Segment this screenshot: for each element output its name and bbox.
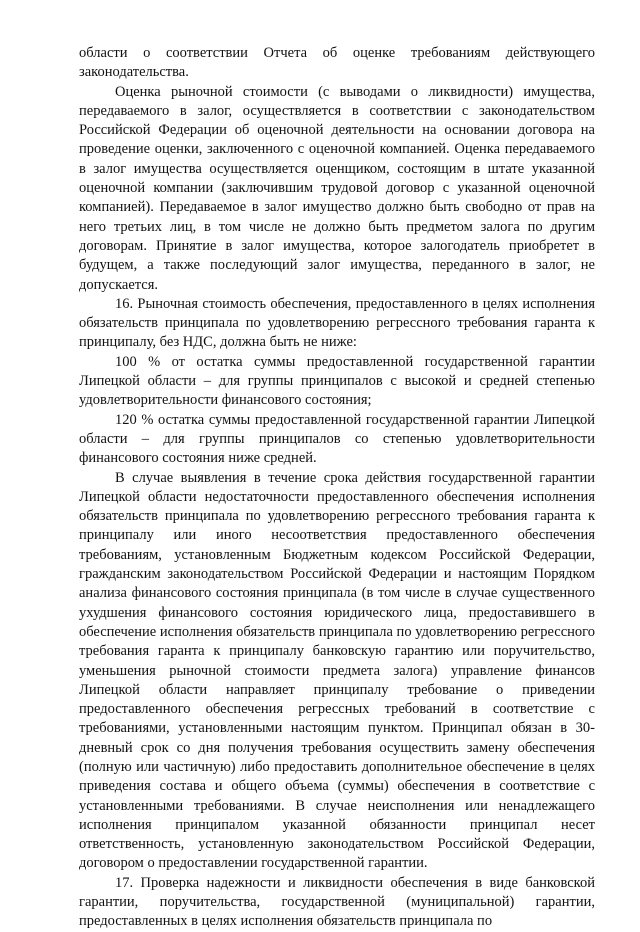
document-page [79, 44, 595, 932]
paragraph-100-percent: 100 % от остатка суммы предоставленной государственной гарантии Липецкой области – для группы принципалов с высокой и средней степенью удовлетворительности финансового состояния; [79, 353, 595, 409]
paragraph-120-percent: 120 % остатка суммы предоставленной государственной гарантии Липецкой области – для группы принципалов со степенью удовлетворительности финансового состояния ниже средней. [79, 411, 595, 467]
paragraph-item-16: 16. Рыночная стоимость обеспечения, предоставленного в целях исполнения обязательств принципала по удовлетворению регрессного требования гаранта к принципалу, без НДС, должна быть не ниже: [79, 295, 595, 351]
paragraph-continuation: области о соответствии Отчета об оценке требованиям действующего законодательства. [79, 45, 595, 81]
paragraph-item-17: 17. Проверка надежности и ликвидности обеспечения в виде банковской гарантии, поручительства, государственной (муниципальной) гарантии, предоставленных в целях исполнения обязательств принципала по [79, 874, 595, 930]
paragraph-insufficiency: В случае выявления в течение срока действия государственной гарантии Липецкой области недостаточности предоставленного обеспечения исполнения обязательств принципала по удовлетворению регрессного требования гаранта к принципалу или иного несоответствия предоставленного обеспечения требованиям, установленным Бюджетным кодексом Российской Федерации, гражданским законодательством Российской Федерации и настоящим Порядком анализа финансового состояния принципала (в том числе в случае существенного ухудшения финансового состояния юридического лица, предоставившего в обеспечение исполнения обязательств принципала по удовлетворению регрессного требования гаранта к принципалу банковскую гарантию или поручительство, уменьшения рыночной стоимости предмета залога) управление финансов Липецкой области направляет принципалу требование о приведении предоставленного обеспечения регрессных требований в соответствие с требованиями, установленными настоящим пунктом. Принципал обязан в 30-дневный срок со дня получения требования осуществить замену обеспечения (полную или частичную) либо предоставить дополнительное обеспечение в целях приведения состава и общего объема (суммы) обеспечения в соответствие с установленными требованиями. В случае неисполнения или ненадлежащего исполнения принципалом указанной обязанности принципал несет ответственность, установленную законодательством Российской Федерации, договором о предоставлении государственной гарантии. [79, 469, 595, 872]
paragraph-valuation: Оценка рыночной стоимости (с выводами о ликвидности) имущества, передаваемого в залог, осуществляется в соответствии с законодательством Российской Федерации об оценочной деятельности на основании договора на проведение оценки, заключенного с оценочной компанией. Оценка передаваемого в залог имущества осуществляется оценщиком, состоящим в штате указанной оценочной компании (заключившим трудовой договор с указанной оценочной компанией). Передаваемое в залог имущество должно быть свободно от прав на него третьих лиц, в том числе не должно быть предметом залога по другим договорам. Принятие в залог имущества, которое залогодатель приобретет в будущем, а также последующий залог имущества, переданного в залог, не допускается. [79, 83, 595, 293]
